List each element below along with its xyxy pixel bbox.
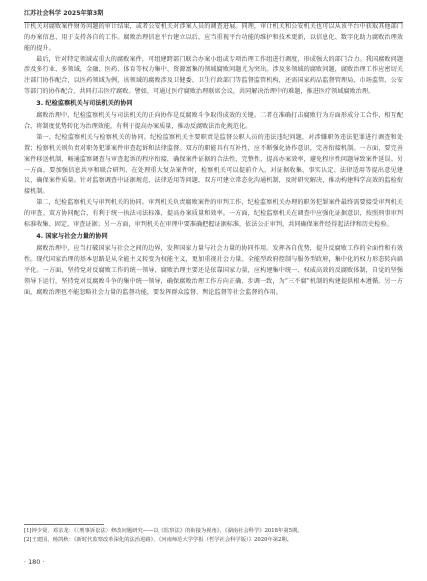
page-number: · 180 ·	[24, 558, 45, 566]
section-heading: 3. 纪检监察机关与司法机关的协同	[36, 100, 133, 108]
body-paragraph: 第二，纪检监察机关与审判机关的协同。审判机关负责腐败案件的审判工作，纪检监察机关办理的职务犯罪案件最终需要接受审判机关的审查。双方协同配合，有利于统一执法司法标准，提高办案质量和效率。一方面，纪检监察机关在调查中应强化证据意识，按照刑事审判标准收集、固定、审查证据；另一方面，审判机关在审理中要准确把握证据标准，依法公正审判，共同确保案件经得起法律和历史检验。	[24, 199, 403, 228]
body-paragraph: 计机关对腐败案件财务问题的审计结果，或者公安机关对涉案人员的调查进展。同理，审计机关和公安机关也可以从该平台中获取其他部门的办案信息，用于支持各自的工作。腐败治理信息平台建立以后，应当重视平台功能的维护和技术更新，以信息化、数字化助力腐败治理效能的提升。	[24, 23, 403, 52]
article-body	[24, 22, 403, 298]
footnote-divider	[24, 524, 104, 525]
section-heading: 4. 国家与社会力量的协同	[36, 233, 108, 241]
footnote-item: [1]钟少贤、邓亲龙：《〈刑事诉讼法〉修改问题研究——以《监察法》的衔接为视角》，《湖南社会科学》2018年第5期。	[24, 528, 303, 534]
footnotes	[24, 527, 403, 544]
journal-header: 江苏社会科学 2025年第3期	[24, 8, 403, 23]
body-paragraph: 腐败治理中，纪检监察机关与司法机关的正向协作是反腐败斗争取得成效的关键。二者在准确打击腐败行为方面形成分工合作，相互配合，将制度优势转化为治理效能，有利于提高办案质量，推动反腐败法治化规范化。	[24, 112, 403, 131]
footnote-item: [2]王建国、杨凯秋：《新时代监察改革深化的法治进路》，《河南师范大学学报（哲学社会科学版）》2020年第2期。	[24, 536, 293, 543]
body-paragraph: 第一，纪检监察机关与检察机关的协同。纪检监察机关主要职责是监督公职人员的违法违纪问题，对涉嫌职务违法犯罪进行调查和处置；检察机关则负责对职务犯罪案件审查起诉和法律监督。双方的职能具有互补性，应不断强化协作意识，完善衔接机制。一方面，要完善案件移送机制，畅通监察调查与审查起诉的程序衔接，确保案件证据的合法性、完整性，提高办案效率，避免程序性问题导致案件延误。另一方面，要加强信息共享和联合研判，在处理重大复杂案件时，检察机关可以提前介入，对证据收集、事实认定、法律适用等提出意见建议，确保案件质量。针对监察调查中证据规范、法律适用等问题，双方可建立常态化沟通机制，及时研究解决，推动构建科学高效的监检衔接机制。	[24, 134, 403, 196]
body-paragraph: 腐败治理中，应当打破国家与社会之间的边界，发挥国家力量与社会力量的协同作用。发挥各自优势，提升反腐败工作的全面性和有效性。现代国家治理的基本思路是从全能主义转变为权能主义，更加重视社会力量。全能型政府控制与服务型政府，集中化的权力形态转向扁平化。一方面，坚持党对反腐败工作的统一领导，腐败治理主要还是依靠国家力量，应构建集中统一、权威高效的反腐败体制，自觉的坚强领导下运行，坚持党对反腐败斗争的集中统一领导，确保腐败治理工作方向正确、步调一致，为“三不腐”机制的构建提供根本遵循。另一方面，腐败治理也不能忽略社会力量的监督功能，要发挥群众监督、舆论监督等社会监督的作用。	[24, 245, 403, 296]
body-paragraph: 最后，针对特定领域或重大的腐败案件，可组建跨部门联合办案小组或专项治理工作组进行调度，形成强大的部门合力。我国腐败问题涉及多行业、多领域，金融、医药、体育等权力集中、资源富集的领域腐败问题尤为突出。涉及多领域的腐败问题，腐败治理工作应密切关注部门协作配合，以医药领域为例，该领域的腐败涉及卫健委、卫生行政部门等监督监管机构，还需国家药品监督管理局、市场监管、公安等部门的协作配合，共同打击医疗腐败。譬如，可通过医疗腐败治理联席会议，共同解决治理中的难题，推进医疗领域腐败治理。	[24, 55, 403, 96]
